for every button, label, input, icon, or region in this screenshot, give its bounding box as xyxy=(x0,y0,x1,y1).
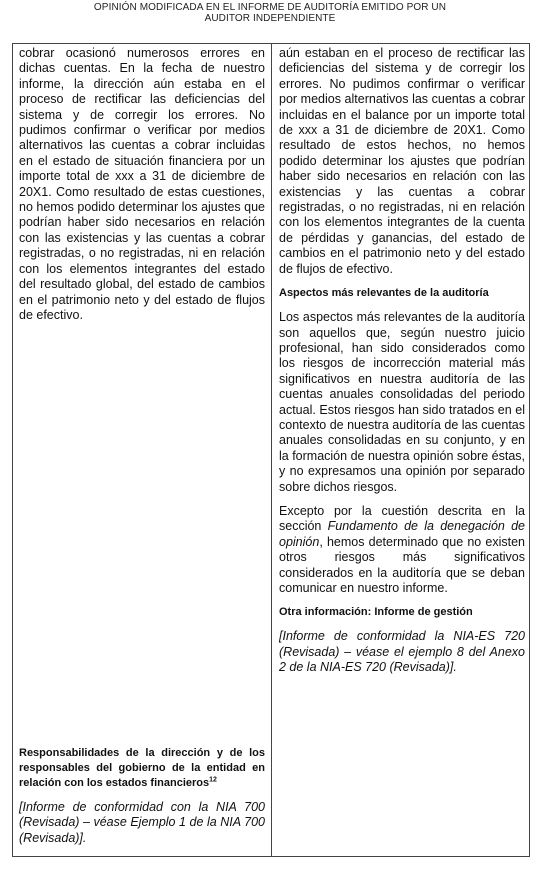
right-paragraph-1: aún estaban en el proceso de rectificar las deficiencias del sistema y de corregir los errores. No pudimos confirmar o verificar por medios alternativos las cuentas a cobrar incluidas en el balance por un importe total de xxx a 31 de diciembre de 20X1. Como resultado de estos hechos, no hemos podido determinar los ajustes que podrían haber sido necesarios en relación con las existencias y las cuentas a cobrar registradas, o no registradas, ni en relación con los elementos integrantes de la cuenta de pérdidas y ganancias, del estado de cambios en el patrimonio neto y del estado de flujos de efectivo. xyxy=(279,46,525,276)
heading-otra-informacion: Otra información: Informe de gestión xyxy=(279,606,473,619)
page-header xyxy=(0,2,540,24)
reference-nia-es-720: [Informe de conformidad la NIA-ES 720 (Revisada) – véase el ejemplo 8 del Anexo 2 de la NIA-ES 720 (Revisada)]. xyxy=(279,629,525,675)
heading-responsabilidades xyxy=(19,746,265,791)
left-column xyxy=(19,44,265,323)
left-paragraph-1: cobrar ocasionó numerosos errores en dichas cuentas. En la fecha de nuestro informe, la dirección aún estaba en el proceso de rectificar las deficiencias del sistema y de corregir los errores. No pudimos confirmar o verificar por medios alternativos las cuentas a cobrar incluidas en el estado de situación financiera por un importe total de xxx a 31 de diciembre de 20X1. Como resultado de estas cuestiones, no hemos podido determinar los ajustes que podrían haber sido necesarios en relación con las existencias y las cuentas a cobrar registradas, o no registradas, ni en relación con los elementos integrantes del estado del resultado global, del estado de cambios en el patrimonio neto y del estado de flujos de efectivo. xyxy=(19,46,265,322)
left-responsibilities-section xyxy=(19,746,265,846)
column-divider xyxy=(271,44,272,856)
heading-aspectos-relevantes: Aspectos más relevantes de la auditoría xyxy=(279,287,489,300)
paragraph-excepto-part-b: , hemos determinado que no existen otros riesgos más significativos considerados en la auditoría que se deban comunicar en nuestro informe. xyxy=(279,534,525,595)
right-column xyxy=(279,44,525,676)
footnote-ref: 12 xyxy=(209,776,217,784)
paragraph-excepto xyxy=(279,504,525,596)
paragraph-excepto-part-a: Excepto por la cuestión descrita en la sección xyxy=(279,503,525,534)
paragraph-aspectos: Los aspectos más relevantes de la auditoría son aquellos que, según nuestro juicio profesional, han sido considerados como los riesgos de incorrección material más significativos en nuestra auditoría de las cuentas anuales consolidadas del periodo actual. Estos riesgos han sido tratados en el contexto de nuestra auditoría de las cuentas anuales consolidadas en su conjunto, y en la formación de nuestra opinión sobre éstas, y no expresamos una opinión por separado sobre dichos riesgos. xyxy=(279,310,525,494)
comparison-table xyxy=(12,43,530,857)
reference-nia-700: [Informe de conformidad con la NIA 700 (Revisada) – véase Ejemplo 1 de la NIA 700 (Revisada)]. xyxy=(19,800,265,845)
header-line-1: OPINIÓN MODIFICADA EN EL INFORME DE AUDITORÍA EMITIDO POR UN xyxy=(93,2,447,13)
header-line-2: AUDITOR INDEPENDIENTE xyxy=(204,13,336,24)
paragraph-excepto-italic: Fundamento de la denegación de opinión xyxy=(279,519,525,549)
heading-responsabilidades-text: Responsabilidades de la dirección y de los responsables del gobierno de la entidad en relación con los estados financieros xyxy=(19,747,265,789)
